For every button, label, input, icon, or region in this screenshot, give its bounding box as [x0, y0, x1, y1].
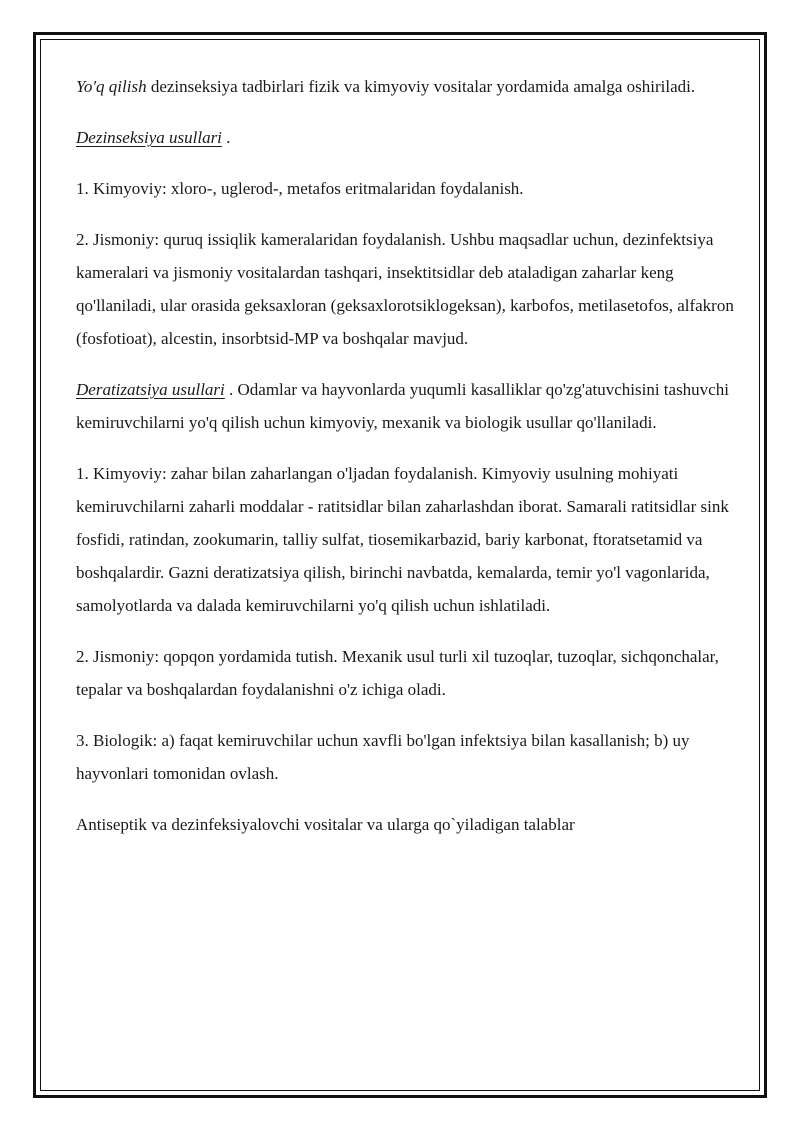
paragraph-text: 3. Biologik: a) faqat kemiruvchilar uchun xavfli bo'lgan infektsiya bilan kasallanish; b) uy hayvonlari tomonidan ovlash. — [76, 731, 690, 783]
section-term: Dezinseksiya usullari — [76, 128, 222, 147]
paragraph-chemical-disinsection — [76, 172, 736, 205]
paragraph-antiseptics-title — [76, 808, 736, 841]
section-heading-disinsection — [76, 121, 736, 154]
section-heading-deratization — [76, 373, 736, 439]
paragraph-chemical-deratization — [76, 457, 736, 622]
paragraph-text: 1. Kimyoviy: zahar bilan zaharlangan o'ljadan foydalanish. Kimyoviy usulning mohiyati kemiruvchilarni zaharli moddalar - ratitsidlar bilan zaharlashdan iborat. Samarali ratitsidlar sink fosfidi, ratindan, zookumarin, talliy sulfat, tiosemikarbazid, bariy karbonat, ftoratsetamid va boshqalardir. Gazni deratizatsiya qilish, birinchi navbatda, kemalarda, temir yo'l vagonlarida, samolyotlarda va dalada kemiruvchilarni yo'q qilish uchun ishlatiladi. — [76, 464, 729, 615]
paragraph-text: Antiseptik va dezinfeksiyalovchi vositalar va ularga qo`yiladigan talablar — [76, 815, 575, 834]
section-term: Deratizatsiya usullari — [76, 380, 225, 399]
paragraph-text: 2. Jismoniy: quruq issiqlik kameralaridan foydalanish. Ushbu maqsadlar uchun, dezinfektsiya kameralari va jismoniy vositalardan tashqari, insektitsidlar deb ataladigan zaharlar keng qo'llaniladi, ular orasida geksaxloran (geksaxlorotsiklogeksan), karbofos, metilasetofos, alfakron (fosfotioat), alcestin, insorbtsid-MP va boshqalar mavjud. — [76, 230, 734, 348]
paragraph-intro — [76, 70, 736, 103]
paragraph-text: 2. Jismoniy: qopqon yordamida tutish. Mexanik usul turli xil tuzoqlar, tuzoqlar, sichqonchalar, tepalar va boshqalardan foydalanishni o'z ichiga oladi. — [76, 647, 719, 699]
document-body — [76, 70, 736, 859]
paragraph-text: dezinseksiya tadbirlari fizik va kimyoviy vositalar yordamida amalga oshiriladi. — [146, 77, 696, 96]
paragraph-text: . Odamlar va hayvonlarda yuqumli kasalliklar qo'zg'atuvchisini tashuvchi kemiruvchilarni yo'q qilish uchun kimyoviy, mexanik va biologik usullar qo'llaniladi. — [76, 380, 729, 432]
paragraph-physical-deratization — [76, 640, 736, 706]
paragraph-text: . — [221, 128, 231, 147]
paragraph-text: 1. Kimyoviy: xloro-, uglerod-, metafos eritmalaridan foydalanish. — [76, 179, 524, 198]
paragraph-biological-deratization — [76, 724, 736, 790]
paragraph-physical-disinsection — [76, 223, 736, 355]
lead-term: Yo'q qilish — [76, 77, 147, 96]
